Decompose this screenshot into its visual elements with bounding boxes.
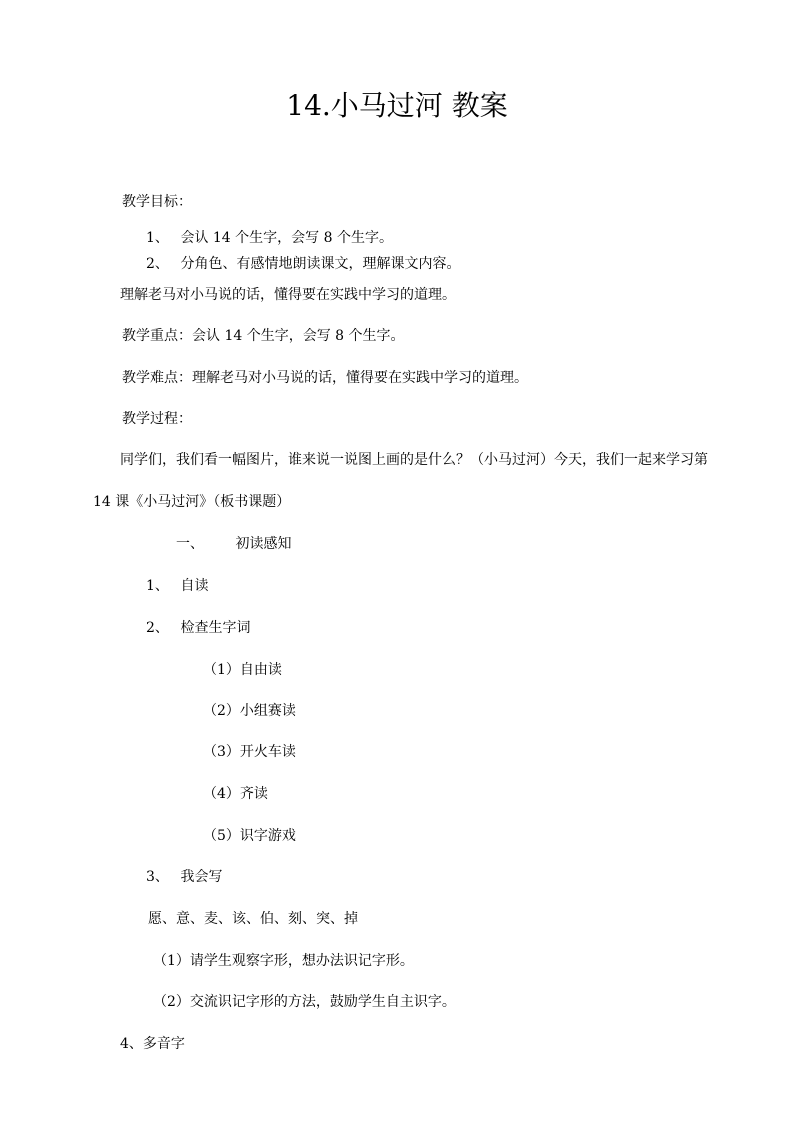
- sub-step-5-num: （5）: [203, 828, 240, 844]
- sub-step-5: [203, 827, 296, 845]
- step-2-text: 检查生字词: [180, 620, 251, 636]
- sub-step-1: [203, 661, 282, 679]
- sub-step-2-text: 小组赛读: [239, 703, 296, 719]
- section-1-num: 一、: [176, 536, 204, 552]
- goal-item-1-text: 会认 14 个生字，会写 8 个生字。: [180, 230, 393, 246]
- sub-step-3: [203, 743, 296, 761]
- step-4: 4、多音字: [120, 1036, 185, 1052]
- sub-step-3-num: （3）: [203, 744, 240, 760]
- goal-item-1: [146, 229, 393, 247]
- step-3-text: 我会写: [180, 869, 223, 885]
- goals-extra: 理解老马对小马说的话，懂得要在实践中学习的道理。: [120, 287, 456, 303]
- goal-item-2-num: 2、: [146, 256, 169, 272]
- sub-step-1-text: 自由读: [239, 662, 282, 678]
- key-point: 教学重点：会认 14 个生字，会写 8 个生字。: [122, 328, 405, 344]
- characters-list: 愿、意、麦、该、伯、刻、突、掉: [148, 911, 358, 927]
- goals-heading: 教学目标：: [122, 194, 192, 210]
- goal-item-1-num: 1、: [146, 230, 169, 246]
- goal-item-2-text: 分角色、有感情地朗读课文，理解课文内容。: [180, 256, 461, 272]
- sub-step-3-text: 开火车读: [239, 744, 296, 760]
- sub-step-4-num: （4）: [203, 786, 240, 802]
- section-1: [176, 535, 291, 553]
- page-title: 14.小马过河 教案: [286, 89, 508, 122]
- sub-step-4-text: 齐读: [239, 786, 268, 802]
- step-2: [146, 619, 250, 637]
- write-step-2: （2）交流识记字形的方法，鼓励学生自主识字。: [153, 994, 456, 1010]
- sub-step-5-text: 识字游戏: [239, 828, 296, 844]
- sub-step-2: [203, 702, 296, 720]
- goal-item-2: [146, 255, 460, 273]
- step-2-num: 2、: [146, 620, 169, 636]
- sub-step-4: [203, 785, 268, 803]
- step-1-num: 1、: [146, 578, 169, 594]
- step-3: [146, 868, 222, 886]
- intro-line-1: 同学们，我们看一幅图片，谁来说一说图上画的是什么？（小马过河）今天，我们一起来学习第: [120, 452, 708, 468]
- step-1: [146, 577, 208, 595]
- section-1-text: 初读感知: [235, 536, 292, 552]
- difficulty: 教学难点：理解老马对小马说的话，懂得要在实践中学习的道理。: [122, 370, 528, 386]
- write-step-1: （1）请学生观察字形，想办法识记字形。: [153, 953, 414, 969]
- step-1-text: 自读: [180, 578, 209, 594]
- sub-step-1-num: （1）: [203, 662, 240, 678]
- process-heading: 教学过程：: [122, 411, 192, 427]
- sub-step-2-num: （2）: [203, 703, 240, 719]
- intro-line-2: 14 课《小马过河》（板书课题）: [93, 494, 291, 510]
- step-3-num: 3、: [146, 869, 169, 885]
